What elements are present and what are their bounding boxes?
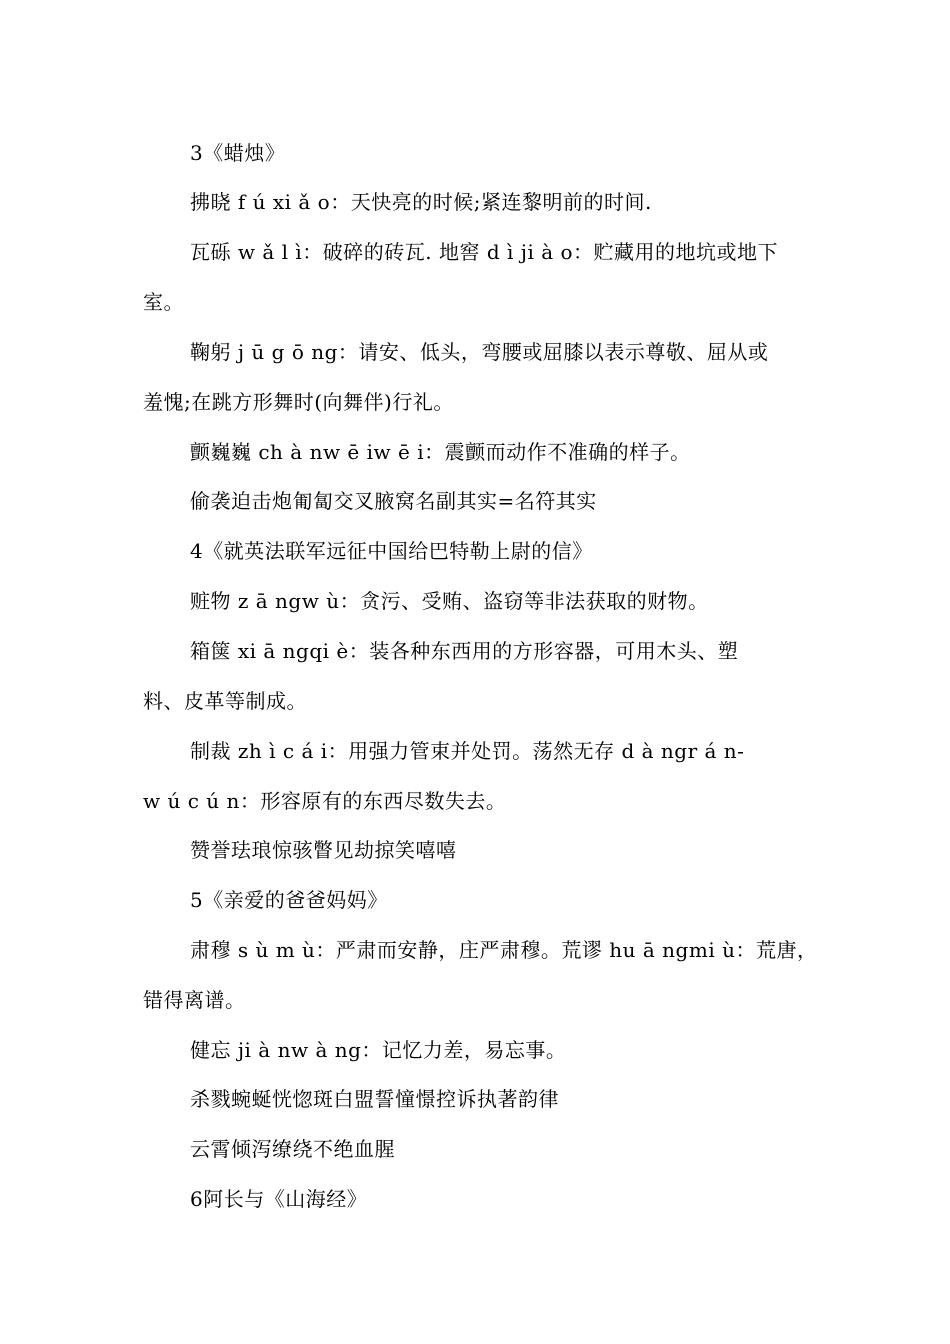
word-list-lesson-5-a: 杀戮蜿蜒恍惚斑白盟誓憧憬控诉执著韵律 [190,1087,559,1111]
vocab-entry-xiangqie-cont: 料、皮革等制成。 [143,689,307,713]
word-list-lesson-5-b: 云霄倾泻缭绕不绝血腥 [190,1137,395,1161]
vocab-entry-zangwu: 赃物 z ā ngw ù：贪污、受贿、盗窃等非法获取的财物。 [190,589,709,613]
vocab-entry-dangranwucun-cont: w ú c ú n：形容原有的东西尽数失去。 [143,789,507,813]
vocab-entry-jianwang: 健忘 ji à nw à ng：记忆力差，易忘事。 [190,1038,567,1062]
vocab-entry-chanweiwei: 颤巍巍 ch à nw ē iw ē i：震颤而动作不准确的样子。 [190,440,691,464]
vocab-entry-wali-dijiao-cont: 室。 [143,290,184,314]
vocab-entry-zhicai: 制裁 zh ì c á i：用强力管束并处罚。荡然无存 d à ngr á n- [190,739,745,763]
word-list-lesson-3: 偷袭迫击炮匍匐交叉腋窝名副其实=名符其实 [190,489,597,513]
vocab-entry-jugong: 鞠躬 j ū g ō ng：请安、低头，弯腰或屈膝以表示尊敬、屈从或 [190,340,769,364]
section-heading-4: 4《就英法联军远征中国给巴特勒上尉的信》 [190,539,593,563]
word-list-lesson-4: 赞誉珐琅惊骇瞥见劫掠笑嘻嘻 [190,838,457,862]
section-heading-5: 5《亲爱的爸爸妈妈》 [190,888,388,912]
vocab-entry-fuxiao: 拂晓 f ú xi ǎ o：天快亮的时候;紧连黎明前的时间. [190,190,652,214]
vocab-entry-xiangqie: 箱箧 xi ā ngqi è：装各种东西用的方形容器，可用木头、塑 [190,639,739,663]
vocab-entry-sumu: 肃穆 s ù m ù：严肃而安静，庄严肃穆。荒谬 hu ā ngmi ù：荒唐， [190,938,818,962]
section-heading-3: 3《蜡烛》 [190,141,286,165]
vocab-entry-jugong-cont: 羞愧;在跳方形舞时(向舞伴)行礼。 [143,390,454,414]
vocab-entry-huangmiu-cont: 错得离谱。 [143,988,246,1012]
vocab-entry-wali-dijiao: 瓦砾 w ǎ l ì：破碎的砖瓦. 地窖 d ì ji à o：贮藏用的地坑或地下 [190,240,779,264]
section-heading-6: 6阿长与《山海经》 [190,1187,368,1211]
